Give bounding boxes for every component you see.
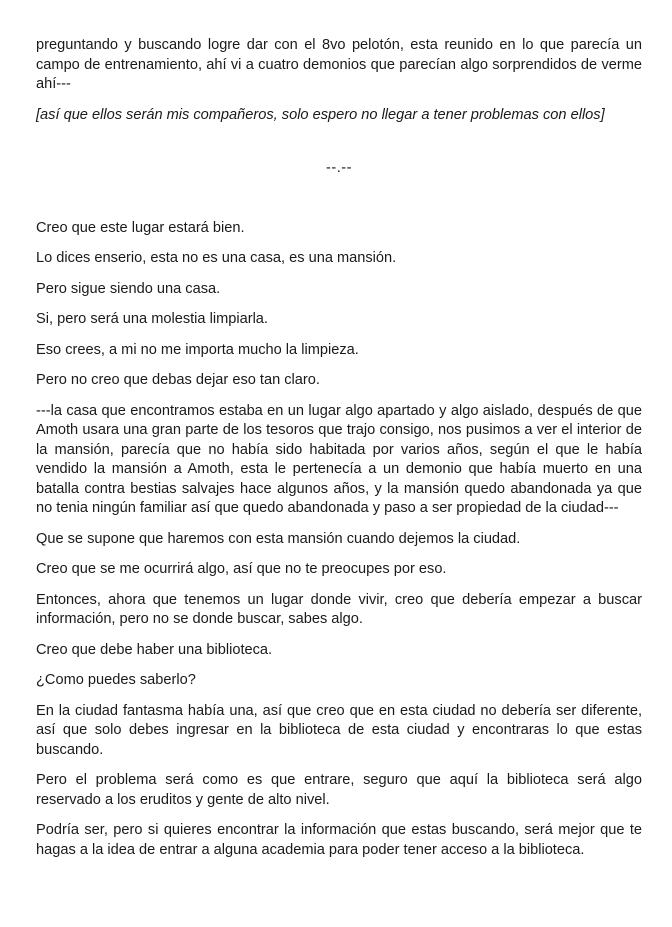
dialogue-paragraph: Eso crees, a mi no me importa mucho la limpieza. <box>36 341 359 358</box>
dialogue-paragraph: Podría ser, pero si quieres encontrar la información que estas buscando, será mejor que te hagas a la idea de entrar a alguna academia para poder tener acceso a la biblioteca. <box>36 822 642 858</box>
narration-paragraph: preguntando y buscando logre dar con el 8vo pelotón, esta reunido en lo que parecía un campo de entrenamiento, ahí vi a cuatro demonios que parecían algo sorprendidos de verme ahí--- <box>36 37 642 92</box>
dialogue-paragraph: Pero sigue siendo una casa. <box>36 280 221 297</box>
document-page <box>36 36 642 871</box>
dialogue-paragraph: Si, pero será una molestia limpiarla. <box>36 311 268 327</box>
narration-paragraph: ---la casa que encontramos estaba en un lugar algo apartado y algo aislado, después de que Amoth usara una gran parte de los tesoros que trajo consigo, nos pusimos a ver el interior de la mansión, parecía que no había sido habitada por varios años, según el que le había vendido la mansión a Amoth, esta le pertenecía a un demonio que había muerto en una batalla contra bestias salvajes hace algunos años, y la mansión quedo abandonada ya que no tenia ningún familiar así que quedo abandonada y paso a ser propiedad de la ciudad--- <box>36 402 642 516</box>
dialogue-paragraph: En la ciudad fantasma había una, así que creo que en esta ciudad no debería ser diferente, así que solo debes ingresar en la biblioteca de esta ciudad y encontraras lo que estas buscando. <box>36 702 642 758</box>
dialogue-paragraph: Pero no creo que debas dejar eso tan claro. <box>36 372 320 388</box>
dialogue-paragraph: Pero el problema será como es que entrare, seguro que aquí la biblioteca será algo reservado a los eruditos y gente de alto nivel. <box>36 772 642 808</box>
dialogue-paragraph: Creo que debe haber una biblioteca. <box>36 641 273 658</box>
dialogue-paragraph: Que se supone que haremos con esta mansión cuando dejemos la ciudad. <box>36 530 521 547</box>
dialogue-paragraph: Entonces, ahora que tenemos un lugar donde vivir, creo que debería empezar a buscar información, pero no se donde buscar, sabes algo. <box>36 591 642 627</box>
scene-separator: --.-- <box>326 160 352 176</box>
dialogue-paragraph: ¿Como puedes saberlo? <box>36 672 196 688</box>
dialogue-paragraph: Creo que este lugar estará bien. <box>36 219 245 236</box>
thought-paragraph: [así que ellos serán mis compañeros, solo espero no llegar a tener problemas con ellos] <box>36 106 605 123</box>
dialogue-paragraph: Lo dices enserio, esta no es una casa, es una mansión. <box>36 250 397 266</box>
dialogue-paragraph: Creo que se me ocurrirá algo, así que no te preocupes por eso. <box>36 561 447 577</box>
